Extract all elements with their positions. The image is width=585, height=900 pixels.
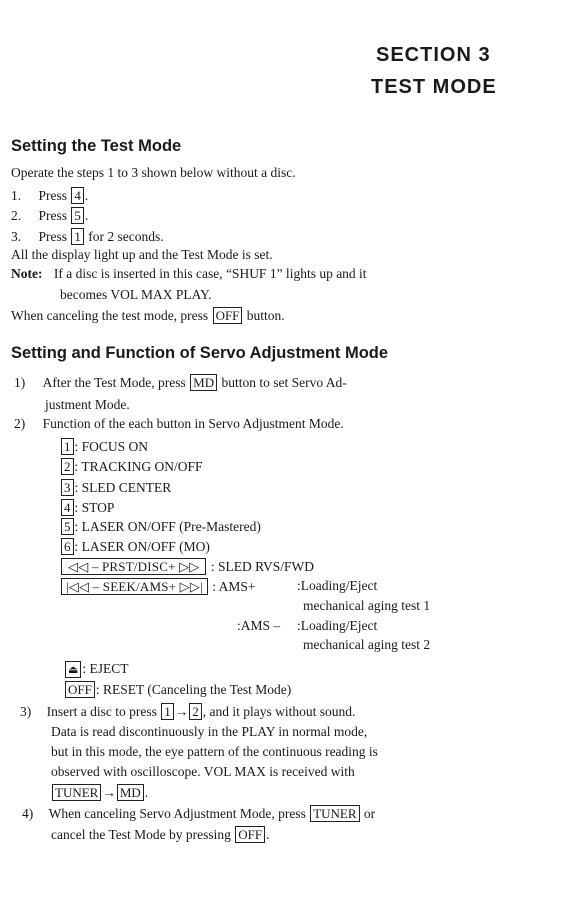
item-number: 1) xyxy=(14,375,26,390)
key-1: 1 xyxy=(161,703,174,720)
item-2 xyxy=(14,416,344,432)
button-desc: : LASER ON/OFF (Pre-Mastered) xyxy=(74,519,261,534)
ams-minus-desc-1: :Loading/Eject xyxy=(297,618,378,633)
item-3-line-2: Data is read discontinuously in the PLAY in normal mode, xyxy=(51,724,368,739)
seek-ams-key: |◁◁ – SEEK/AMS+ ▷▷| xyxy=(61,578,208,595)
result-text: All the display light up and the Test Mode is set. xyxy=(11,247,273,262)
item-number: 3) xyxy=(20,704,32,719)
step-3 xyxy=(11,228,164,245)
step-number: 1. xyxy=(11,188,22,203)
item-1-line-2: justment Mode. xyxy=(45,397,130,412)
item-text: or xyxy=(363,806,376,821)
arrow-icon: → xyxy=(102,785,116,800)
heading-servo-adjustment: Setting and Function of Servo Adjustment Mode xyxy=(11,344,389,362)
step-press: Press xyxy=(38,208,68,223)
prst-row xyxy=(60,558,314,575)
item-text: Function of the each button in Servo Adjustment Mode. xyxy=(42,416,344,431)
step-press: Press xyxy=(38,188,68,203)
button-desc: : FOCUS ON xyxy=(74,439,149,454)
ams-minus-desc-2: mechanical aging test 2 xyxy=(303,637,431,652)
step-suffix: . xyxy=(84,188,89,203)
button-desc: : TRACKING ON/OFF xyxy=(74,459,203,474)
step-suffix: . xyxy=(84,208,89,223)
ams-plus-desc-2: mechanical aging test 1 xyxy=(303,598,431,613)
button-row-2 xyxy=(60,458,203,475)
key-5: 5 xyxy=(61,518,74,535)
item-text: . xyxy=(144,785,149,800)
item-text: . xyxy=(266,827,270,842)
key-tuner: TUNER xyxy=(310,805,359,822)
key-2: 2 xyxy=(189,703,202,720)
step-press: Press xyxy=(38,229,68,244)
item-4-line-2 xyxy=(51,826,270,843)
item-1 xyxy=(14,374,347,391)
button-desc: : LASER ON/OFF (MO) xyxy=(74,539,210,554)
step-number: 2. xyxy=(11,208,22,223)
key-3: 3 xyxy=(61,479,74,496)
off-desc: : RESET (Canceling the Test Mode) xyxy=(95,682,292,697)
cancel-suffix: button. xyxy=(246,308,285,323)
item-text: Insert a disc to press xyxy=(46,704,157,719)
section-title: TEST MODE xyxy=(371,76,497,98)
key-4: 4 xyxy=(71,187,84,204)
step-suffix: for 2 seconds. xyxy=(88,229,164,244)
prst-desc: : SLED RVS/FWD xyxy=(210,559,315,574)
eject-icon: ⏏ xyxy=(65,661,81,678)
key-4: 4 xyxy=(61,499,74,516)
off-row xyxy=(64,681,291,698)
key-5: 5 xyxy=(71,207,84,224)
item-3-line-4: observed with oscilloscope. VOL MAX is received with xyxy=(51,764,355,779)
section-number: SECTION 3 xyxy=(376,44,491,66)
key-1: 1 xyxy=(71,228,84,245)
key-md: MD xyxy=(117,784,144,801)
key-off: OFF xyxy=(65,681,95,698)
item-3 xyxy=(20,703,355,720)
item-text: cancel the Test Mode by pressing xyxy=(51,827,231,842)
key-off: OFF xyxy=(213,307,243,324)
button-row-1 xyxy=(60,438,148,455)
button-row-6 xyxy=(60,538,210,555)
key-off: OFF xyxy=(235,826,265,843)
item-3-line-3: but in this mode, the eye pattern of the continuous reading is xyxy=(51,744,378,759)
ams-plus-desc-1: :Loading/Eject xyxy=(297,578,378,593)
step-2 xyxy=(11,207,88,224)
button-row-5 xyxy=(60,518,261,535)
item-3-line-5 xyxy=(51,784,148,801)
ams-minus-label: :AMS – xyxy=(237,618,281,633)
ams-plus-label: : AMS+ xyxy=(212,579,256,594)
note-text: If a disc is inserted in this case, “SHUF 1” lights up and it xyxy=(53,266,367,281)
key-tuner: TUNER xyxy=(52,784,101,801)
arrow-icon: → xyxy=(174,704,189,719)
heading-setting-test-mode: Setting the Test Mode xyxy=(11,137,182,155)
button-desc: : STOP xyxy=(74,500,115,515)
prst-disc-key: ◁◁ – PRST/DISC+ ▷▷ xyxy=(61,558,206,575)
key-6: 6 xyxy=(61,538,74,555)
eject-desc: : EJECT xyxy=(82,661,129,676)
cancel-prefix: When canceling the test mode, press xyxy=(11,308,209,323)
key-md: MD xyxy=(190,374,217,391)
eject-row xyxy=(64,661,129,678)
cancel-text xyxy=(11,307,285,324)
item-number: 2) xyxy=(14,416,26,431)
note-label: Note: xyxy=(11,266,43,281)
item-text: When canceling Servo Adjustment Mode, press xyxy=(48,806,306,821)
key-2: 2 xyxy=(61,458,74,475)
item-text: , and it plays without sound. xyxy=(202,704,356,719)
intro-text: Operate the steps 1 to 3 shown below without a disc. xyxy=(11,165,296,180)
button-desc: : SLED CENTER xyxy=(74,480,172,495)
note-line-2: becomes VOL MAX PLAY. xyxy=(60,287,212,302)
step-number: 3. xyxy=(11,229,22,244)
item-text: button to set Servo Ad- xyxy=(221,375,347,390)
button-row-3 xyxy=(60,479,171,496)
item-number: 4) xyxy=(22,806,34,821)
step-1 xyxy=(11,187,88,204)
item-text: After the Test Mode, press xyxy=(42,375,186,390)
key-1: 1 xyxy=(61,438,74,455)
button-row-4 xyxy=(60,499,114,516)
seek-row xyxy=(60,578,256,595)
note-line-1 xyxy=(11,266,367,282)
item-4 xyxy=(22,805,375,822)
